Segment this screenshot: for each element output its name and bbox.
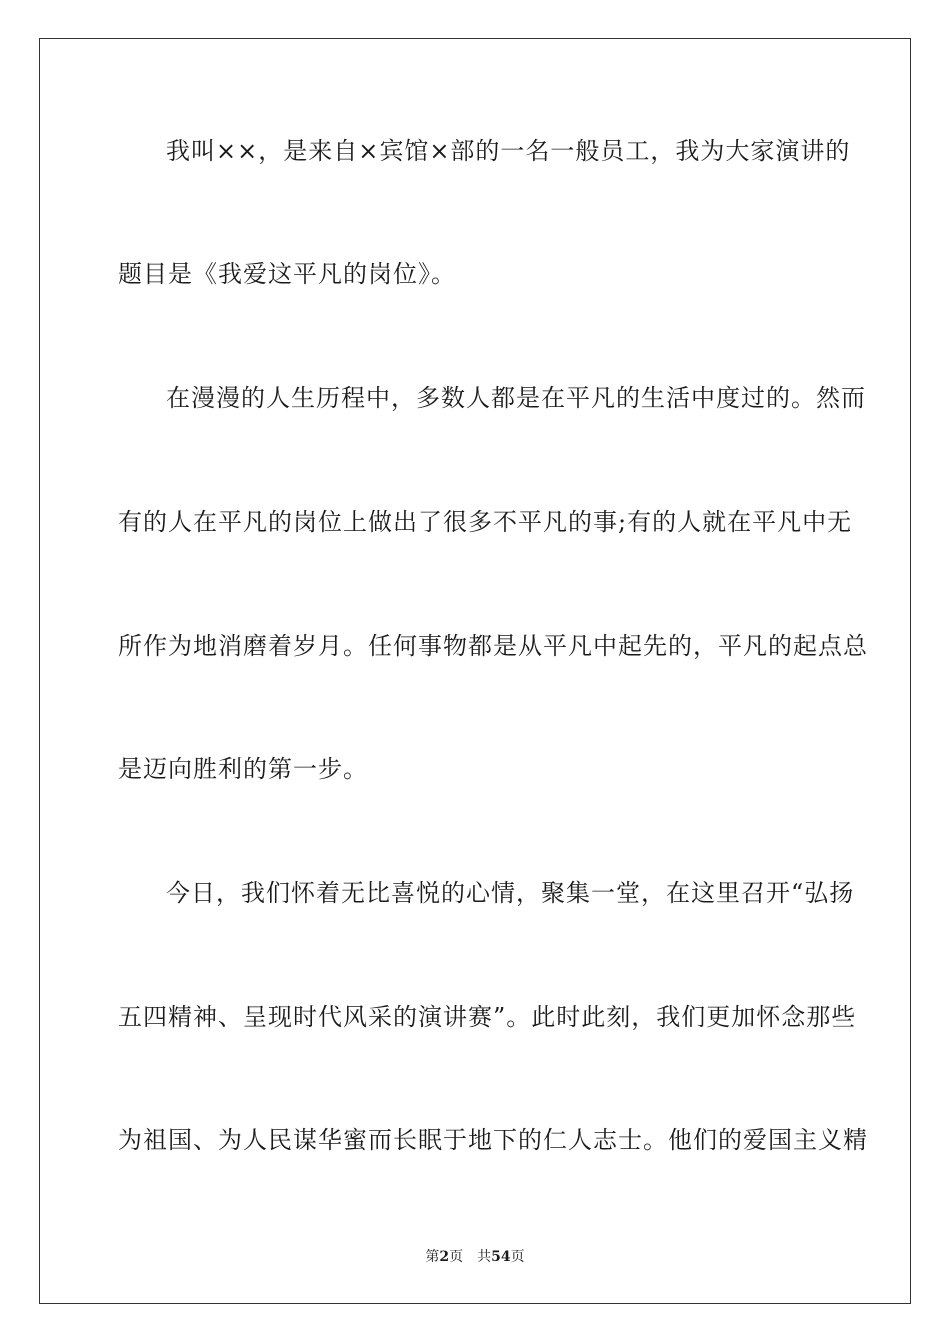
text-line-6: 是迈向胜利的第一步。 [118,755,368,783]
page-prefix: 第 [425,1249,440,1265]
text-line-2: 题目是《我爱这平凡的岗位》。 [118,260,456,288]
text-line-1: 我叫××，是来自×宾馆×部的一名一般员工，我为大家演讲的 [166,137,851,165]
text-line-3: 在漫漫的人生历程中，多数人都是在平凡的生活中度过的。然而 [166,384,866,412]
text-line-9: 为祖国、为人民谋华蜜而长眠于地下的仁人志士。他们的爱国主义精 [118,1126,868,1154]
text-line-5: 所作为地消磨着岁月。任何事物都是从平凡中起先的，平凡的起点总 [118,632,868,660]
total-suffix: 页 [510,1249,525,1265]
page-border [39,38,911,1304]
page-footer [0,1247,950,1267]
page-number: 2 [439,1249,450,1265]
text-line-7: 今日，我们怀着无比喜悦的心情，聚集一堂，在这里召开“弘扬 [166,879,855,907]
total-prefix: 共 [477,1249,492,1265]
text-line-4: 有的人在平凡的岗位上做出了很多不平凡的事;有的人就在平凡中无 [118,508,853,536]
text-line-8: 五四精神、呈现时代风采的演讲赛”。此时此刻，我们更加怀念那些 [118,1003,857,1031]
total-pages: 54 [491,1249,511,1265]
page-suffix: 页 [449,1249,464,1265]
